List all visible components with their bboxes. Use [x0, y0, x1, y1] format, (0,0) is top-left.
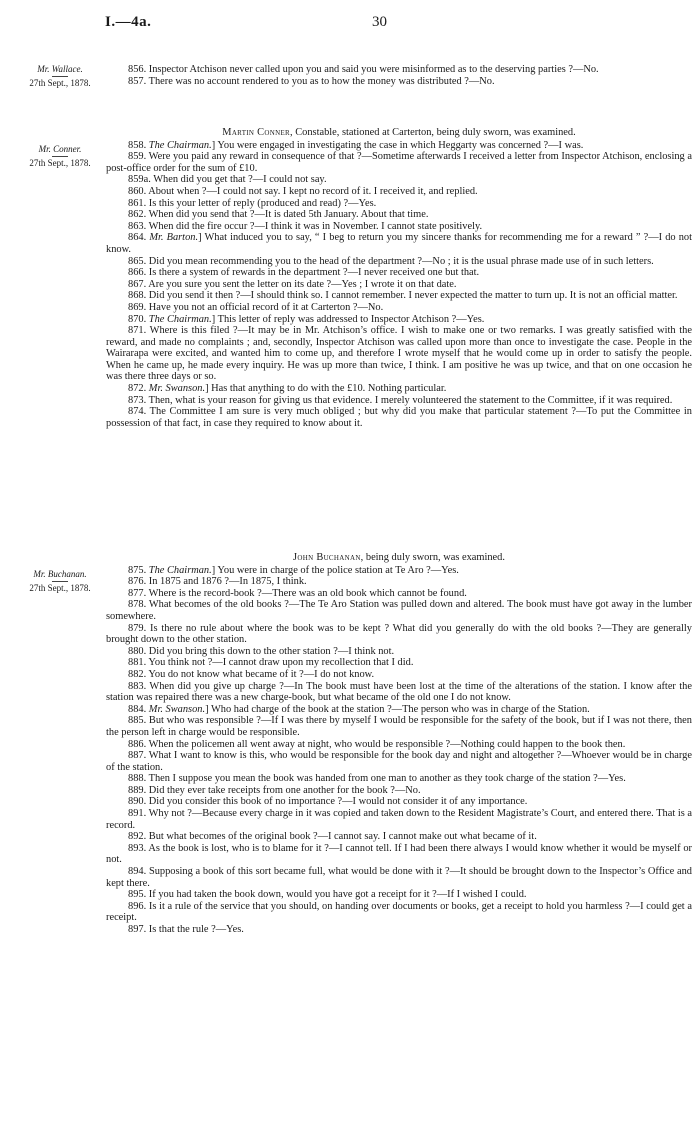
witness-heading-text: , Constable, stationed at Carterton, being duly sworn, was examined.: [290, 127, 576, 138]
testimony-text: When did the fire occur ?—I think it was in November. I cannot state positively.: [148, 220, 483, 232]
testimony-text: ] This letter of reply was addressed to Inspector Atchison ?—Yes.: [211, 313, 485, 325]
testimony-text: When the policemen all went away at night, who would be responsible ?—Nothing could happen to the book then.: [148, 738, 626, 750]
margin-date: 27th Sept., 1878.: [29, 158, 91, 168]
witness-heading-text: , being duly sworn, was examined.: [360, 552, 505, 563]
testimony-paragraph: [106, 750, 692, 773]
testimony-text: Where is this filed ?—It may be in Mr. Atchison’s office. I wish to make one or two remarks. I was greatly satisfied with the reward, and made no complaints ; and, secondly, Inspector Atchison was called upon more than once to investigate the case. People in the Wairarapa were excited, and wanted him to come up, and therefore I wrote myself that he would come up in order to satisfy the people. When he came up, he made every inquiry. He was up more than twice, I think. I am positive he was up twice, and that on one occasion he was there three days or so.: [106, 325, 692, 383]
question-number: 868.: [128, 290, 147, 302]
witness-name: John Buchanan: [293, 552, 361, 563]
speaker-name: Mr. Swanson.: [148, 383, 206, 395]
testimony-text: Have you not an official record of it at Carterton ?—No.: [148, 301, 384, 313]
question-number: 864.: [128, 232, 147, 244]
testimony-paragraph: [106, 290, 692, 302]
witness-name: Martin Conner: [222, 127, 291, 138]
testimony-paragraph: [106, 715, 692, 738]
question-number: 866.: [128, 267, 147, 279]
margin-witness-name: Mr. Buchanan.: [33, 569, 87, 579]
testimony-text: Did you send it then ?—I should think so. I cannot remember. I never expected the matter to turn up. It is not an official matter.: [148, 290, 678, 302]
question-number: 875.: [128, 564, 147, 576]
testimony-text: ] You were in charge of the police station at Te Aro ?—Yes.: [211, 564, 459, 576]
testimony-text: Supposing a book of this sort became full, what would be done with it ?—It should be brought down to the Inspector’s Office and kept there.: [106, 866, 692, 889]
testimony-text: Is it a rule of the service that you should, on handing over documents or books, get a receipt to hold you harmless ?—I could get a receipt.: [106, 900, 692, 924]
margin-witness-name: Mr. Conner.: [38, 144, 82, 154]
margin-witness-name: Mr. Wallace.: [37, 64, 83, 74]
testimony-paragraph: [106, 704, 692, 716]
testimony-paragraph: [106, 773, 692, 785]
question-number: 871.: [128, 325, 147, 337]
testimony-list: [106, 565, 692, 936]
testimony-text: Then I suppose you mean the book was handed from one man to another as they took charge of the station ?—Yes.: [148, 773, 626, 785]
testimony-text: About when ?—I could not say. I kept no record of it. I received it, and replied.: [148, 185, 478, 197]
testimony-text: ] You were engaged in investigating the case in which Heggarty was concerned ?—I was.: [211, 139, 584, 151]
testimony-paragraph: [106, 681, 692, 704]
question-number: 878.: [128, 599, 147, 611]
document-reference: I.—4a.: [105, 14, 152, 30]
question-number: 865.: [128, 255, 147, 267]
question-number: 874.: [128, 406, 147, 418]
question-number: 876.: [128, 576, 147, 588]
testimony-paragraph: [106, 623, 692, 646]
testimony-text: Did you consider this book of no importance ?—I would not consider it of any importance.: [148, 796, 528, 808]
question-number: 860.: [128, 185, 147, 197]
testimony-paragraph: [106, 221, 692, 233]
question-number: 896.: [128, 900, 147, 912]
question-number: 859a.: [128, 174, 151, 186]
testimony-text: Did they ever take receipts from one another for the book ?—No.: [148, 784, 421, 796]
question-number: 887.: [128, 750, 147, 762]
testimony-text: Are you sure you sent the letter on its date ?—Yes ; I wrote it on that date.: [148, 278, 457, 290]
testimony-text: The Committee I am sure is very much obliged ; but why did you make that particular statement ?—To put the Committee in possession of that fact, in case they required to know about it.: [106, 406, 692, 429]
speaker-name: The Chairman.: [148, 139, 212, 151]
section-conner: [106, 127, 692, 429]
question-number: 889.: [128, 784, 147, 796]
margin-note-buchanan: [14, 569, 106, 594]
testimony-paragraph: [106, 831, 692, 843]
testimony-paragraph: [106, 267, 692, 279]
testimony-text: What I want to know is this, who would be responsible for the book day and night and altogether ?—Whoever would be in charge of the station.: [106, 750, 692, 773]
speaker-name: Mr. Swanson.: [148, 703, 206, 715]
testimony-paragraph: [106, 889, 692, 901]
section-wallace: [106, 64, 692, 87]
margin-date: 27th Sept., 1878.: [29, 583, 91, 593]
testimony-text: Did you bring this down to the other station ?—I think not.: [148, 645, 395, 657]
margin-note-wallace: [14, 64, 106, 89]
testimony-text: But who was responsible ?—If I was there by myself I would be responsible for the safety of the book, but if I was not there, then the person left in charge would be responsible.: [106, 715, 692, 738]
testimony-text: Did you mean recommending you to the head of the department ?—No ; it is the usual phrase made use of in such letters.: [148, 255, 654, 267]
question-number: 897.: [128, 924, 147, 935]
page-number: 30: [372, 14, 387, 30]
testimony-paragraph: [106, 383, 692, 395]
testimony-paragraph: [106, 808, 692, 831]
question-number: 895.: [128, 889, 147, 901]
testimony-paragraph: [106, 901, 692, 924]
testimony-paragraph: 856. Inspector Atchison never called upon you and said you were misinformed as to the deserving parties ?—No.: [128, 64, 599, 75]
question-number: 886.: [128, 738, 147, 750]
testimony-text: Is this your letter of reply (produced and read) ?—Yes.: [148, 197, 377, 209]
testimony-paragraph: [106, 599, 692, 622]
testimony-paragraph: [106, 669, 692, 681]
testimony-text: But what becomes of the original book ?—I cannot say. I cannot make out what became of it.: [148, 831, 537, 843]
question-number: 863.: [128, 220, 147, 232]
testimony-paragraph: [106, 406, 692, 429]
question-number: 888.: [128, 773, 147, 785]
testimony-paragraph: 857. There was no account rendered to you as to how the money was distributed ?—No.: [128, 75, 495, 87]
margin-divider: [52, 581, 68, 582]
question-number: 877.: [128, 587, 147, 599]
testimony-text: In 1875 and 1876 ?—In 1875, I think.: [148, 576, 307, 588]
testimony-text: You think not ?—I cannot draw upon my recollection that I did.: [148, 657, 414, 669]
testimony-paragraph: [106, 576, 692, 588]
margin-divider: [52, 76, 68, 77]
testimony-paragraph: [106, 279, 692, 291]
testimony-paragraph: [106, 151, 692, 174]
speaker-name: The Chairman.: [148, 564, 212, 576]
question-number: 882.: [128, 668, 147, 680]
testimony-paragraph: [106, 140, 692, 152]
question-number: 894.: [128, 866, 147, 878]
testimony-text: You do not know what became of it ?—I do not know.: [148, 668, 375, 680]
testimony-paragraph: [106, 588, 692, 600]
question-number: 884.: [128, 703, 147, 715]
question-number: 867.: [128, 278, 147, 290]
testimony-paragraph: [106, 302, 692, 314]
testimony-text: What becomes of the old books ?—The Te Aro Station was pulled down and altered. The book must have got away in the lumber somewhere.: [106, 599, 692, 622]
question-number: 873.: [128, 394, 147, 406]
question-number: 881.: [128, 657, 147, 669]
question-number: 883.: [128, 680, 147, 692]
testimony-paragraph: [106, 785, 692, 797]
testimony-text: Is there a system of rewards in the department ?—I never received one but that.: [148, 267, 480, 279]
testimony-text: Why not ?—Because every charge in it was copied and taken down to the Resident Magistrate’s Court, and entered there. That is a record.: [106, 808, 692, 831]
testimony-text: ] What induced you to say, “ I beg to return you my sincere thanks for recommending me for a reward ” ?—I do not know.: [106, 232, 693, 255]
testimony-text: Is that the rule ?—Yes.: [148, 924, 244, 935]
question-number: 893.: [128, 842, 147, 854]
testimony-paragraph: [106, 186, 692, 198]
testimony-paragraph: [106, 565, 692, 577]
testimony-paragraph: [106, 325, 692, 383]
testimony-paragraph: [106, 796, 692, 808]
testimony-text: When did you give up charge ?—In The book must have been lost at the time of the alterations of the station. I know after the station was repaired there was a new charge-book, but what became of the old one I do not know.: [106, 680, 692, 704]
question-number: 879.: [128, 622, 147, 634]
testimony-paragraph: [106, 256, 692, 268]
testimony-text: When did you get that ?—I could not say.: [153, 174, 327, 186]
question-number: 858.: [128, 139, 147, 151]
testimony-paragraph: [106, 174, 692, 186]
margin-note-conner: [14, 144, 106, 169]
question-number: 861.: [128, 197, 147, 209]
testimony-paragraph: [106, 739, 692, 751]
testimony-paragraph: [106, 646, 692, 658]
testimony-text: Were you paid any reward in consequence of that ?—Sometime afterwards I received a letter from Inspector Atchison, enclosing a post-office order for the sum of £10.: [106, 151, 692, 174]
testimony-text: As the book is lost, who is to blame for it ?—I cannot tell. If I had been there always I would know whether it would be myself or not.: [106, 842, 692, 866]
testimony-text: If you had taken the book down, would you have got a receipt for it ?—If I wished I could.: [148, 889, 527, 901]
question-number: 862.: [128, 209, 147, 221]
testimony-paragraph: [106, 866, 692, 889]
question-number: 870.: [128, 313, 147, 325]
question-number: 859.: [128, 151, 147, 163]
testimony-text: Then, what is your reason for giving us that evidence. I merely volunteered the statement to the Committee, if it was required.: [148, 394, 673, 406]
testimony-paragraph: [106, 232, 692, 255]
testimony-text: Where is the record-book ?—There was an old book which cannot be found.: [148, 587, 467, 599]
testimony-paragraph: [106, 395, 692, 407]
testimony-paragraph: [106, 924, 692, 936]
testimony-paragraph: [106, 198, 692, 210]
testimony-text: ] Who had charge of the book at the station ?—The person who was in charge of the Station.: [205, 703, 590, 715]
question-number: 891.: [128, 808, 147, 820]
witness-heading: [106, 127, 692, 139]
question-number: 885.: [128, 715, 147, 727]
testimony-text: When did you send that ?—It is dated 5th January. About that time.: [148, 209, 429, 221]
testimony-paragraph: [106, 657, 692, 669]
testimony-list: [106, 140, 692, 430]
testimony-paragraph: [106, 314, 692, 326]
witness-heading: [106, 552, 692, 564]
testimony-text: ] Has that anything to do with the £10. Nothing particular.: [205, 383, 447, 395]
section-buchanan: [106, 552, 692, 936]
question-number: 890.: [128, 796, 147, 808]
speaker-name: Mr. Barton.: [149, 232, 199, 244]
question-number: 872.: [128, 383, 147, 395]
testimony-text: Is there no rule about where the book was to be kept ? What did you generally do with the old books ?—They are generally brought down to the other station.: [106, 622, 692, 646]
testimony-paragraph: [106, 209, 692, 221]
margin-divider: [52, 156, 68, 157]
question-number: 869.: [128, 301, 147, 313]
margin-date: 27th Sept., 1878.: [29, 78, 91, 88]
question-number: 880.: [128, 645, 147, 657]
question-number: 892.: [128, 831, 147, 843]
speaker-name: The Chairman.: [148, 313, 212, 325]
testimony-paragraph: [106, 843, 692, 866]
